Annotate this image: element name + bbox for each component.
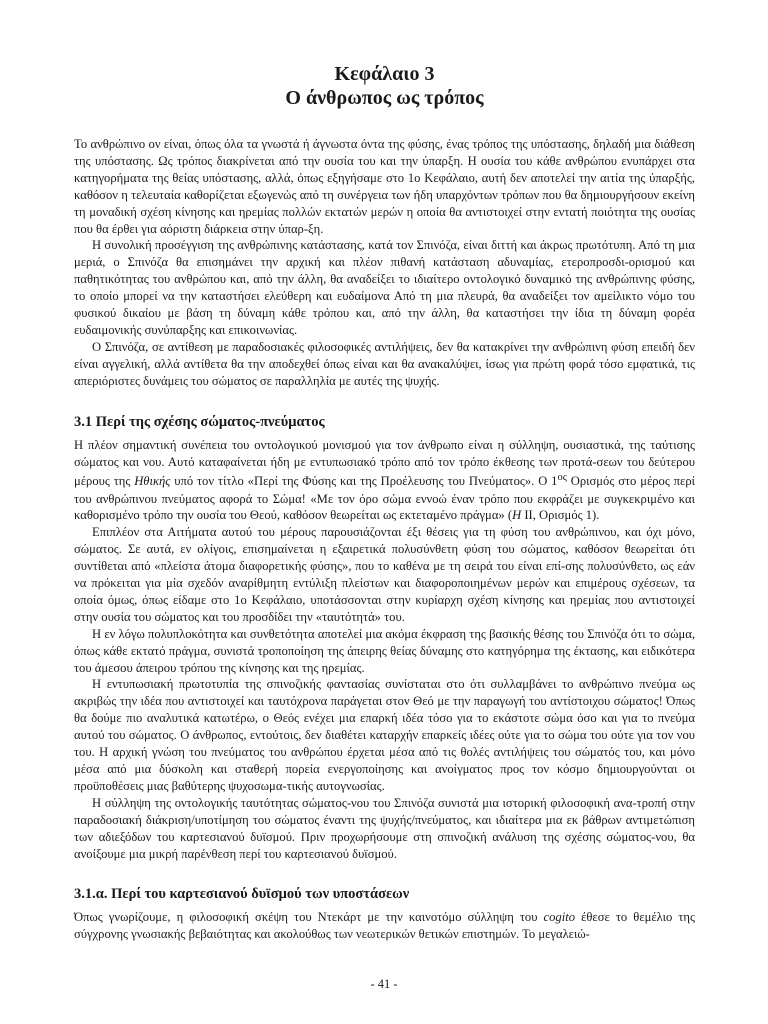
intro-paragraph-1: Το ανθρώπινο ον είναι, όπως όλα τα γνωστά ή άγνωστα όντα της φύσης, ένας τρόπος της υπόστασης, δηλαδή μια διάθεση της υπόστασης. Ως τρόπος διακρίνεται από την ουσία του και την ύπαρξη. Η ουσία του κάθε ανθρώπου ενυπάρχει στα κατηγορήματα της θείας υπόστασης, αλλά, όπως εξηγήσαμε στο 1ο Κεφάλαιο, αυτή δεν αποτελεί την αιτία της ύπαρξής, καθόσον η τελευταία καθορίζεται εξωγενώς από τη συνέργεια των ήδη υπαρχόντων τρόπων που θα δημιουργήσουν εκείνη τη μοναδική σχέση κίνησης και ηρεμίας πολλών εκτατών μερών η οποία θα αντιστοιχεί στην εντατή ποιότητα της ουσίας που θα έρθει για αόριστη διάρκεια στην ύπαρ-ξη.: [74, 137, 695, 236]
section-3-1-a-paragraph-1: Όπως γνωρίζουμε, η φιλοσοφική σκέψη του Ντεκάρτ με την καινοτόμο σύλληψη του cogito έθεσε το θεμέλιο της σύγχρονης γνωσιακής βεβαιότητας και ακολούθως των νεωτερικών θετικών επιστημών. Το μεγαλειώ-: [74, 910, 695, 942]
document-page: [74, 62, 695, 943]
chapter-label: Κεφάλαιο 3: [334, 63, 435, 85]
ethics-reference: Η: [512, 508, 522, 523]
page-number: - 41 -: [370, 977, 398, 991]
chapter-title: Ο άνθρωπος ως τρόπος: [285, 87, 484, 109]
section-heading-3-1-a: 3.1.α. Περί του καρτεσιανού δυϊσμού των υποστάσεων: [74, 886, 410, 903]
section-3-1-paragraph-1: Η πλέον σημαντική συνέπεια του οντολογικού μονισμού για τον άνθρωπο είναι η σύλληψη, ουσιαστικά, της ταύτισης σώματος και νου. Αυτό καταφαίνεται ήδη με εντυπωσιακό τρόπο από τον τρόπο έκθεσης των προτά-σεων του δεύτερου μέρους της Ηθικής υπό τον τίτλο «Περί της Φύσης και της Προέλευσης του Πνεύματος». Ο $1^{o\varsigma}$ Ορισμός στο μέρος περί του ανθρώπινου πνεύματος αφορά το Σώμα! «Με τον όρο σώμα εννοώ έναν τρόπο που εκφράζει με συγκεκριμένο και καθορισμένο τρόπο την ουσία του Θεού, καθόσον θεωρείται ως εκτεταμένο πράγμα» (Η ΙΙ, Ορισμός 1).: [74, 437, 695, 523]
section-3-1-paragraph-4: Η εντυπωσιακή πρωτοτυπία της σπινοζικής φαντασίας συνίσταται στο ότι συλλαμβάνει το ανθρώπινο πνεύμα ως ακριβώς την ιδέα που αντιστοιχεί και ταυτόχρονα παράγεται στον Θεό με την παραγωγή του αντίστοιχου σώματος! Όπως θα δούμε πιο αναλυτικά κατωτέρω, ο Θεός ενέχει μια επαρκή ιδέα τόσο για το εκάστοτε σώμα όσο και για το πνεύμα αυτού του σώματος. Ο άνθρωπος, εντούτοις, δεν διαθέτει καταρχήν επαρκείς ιδέες ούτε για το σώμα του ούτε για τον νου του. Η αρχική γνώση του πνεύματος του ανθρώπου έρχεται μέσα από τις θολές αντιλήψεις του σώματός του, και μόνο μέσα από μια δύσκολη και σταθερή πορεία ενεργοποίησης και ανοίγματος προς τον κόσμο δημιουργούνται οι προϋποθέσεις μιας βαθύτερης ψυχοσωμα-τικής αυτογνωσίας.: [74, 677, 695, 793]
intro-paragraph-2: Η συνολική προσέγγιση της ανθρώπινης κατάστασης, κατά τον Σπινόζα, είναι διττή και άκρως πρωτότυπη. Από τη μια μεριά, ο Σπινόζα θα επισημάνει την αρχική και πλέον πιθανή κατάσταση αδυναμίας, ετεροπροσδι-ορισμού και παθητικότητας του ανθρώπου και, από την άλλη, θα αναδείξει το ιδιαίτερο οντολογικό δυναμικό της ανθρώπινης φύσης, το οποίο μπορεί να την καταστήσει ελεύθερη και ευδαίμονα Από τη μια πλευρά, θα αναδείξει τον αμείλικτο νόμο του φυσικού δικαίου με βάση τη δύναμη κάθε τρόπου και, από την άλλη, θα καταστήσει την ίδια τη δύναμη φορέα ευδαιμονικής συνύπαρξης και επικοινωνίας.: [74, 238, 695, 337]
section-heading-3-1: 3.1 Περί της σχέσης σώματος-πνεύματος: [74, 413, 325, 430]
section-3-1-paragraph-5: Η σύλληψη της οντολογικής ταυτότητας σώματος-νου του Σπινόζα συνιστά μια ιστορική φιλοσοφική ανα-τροπή στην παραδοσιακή διάκριση/υποτίμηση του σώματος έναντι της ψυχής/πνεύματος, και ιδιαίτερα μια εκ βάθρων αντιμετώπιση των αδιεξόδων του καρτεσιανού δυϊσμού. Πριν προχωρήσουμε στη σπινοζική ανάλυση της σχέσης σώματος-νου, θα ανοίξουμε μια μικρή παρένθεση περί του καρτεσιανού δυϊσμού.: [74, 795, 695, 861]
ordinal-suffix: ος: [557, 472, 567, 484]
cogito-term: cogito: [543, 910, 576, 925]
section-3-1-paragraph-3: Η εν λόγω πολυπλοκότητα και συνθετότητα αποτελεί μια ακόμα έκφραση της βασικής θέσης του Σπινόζα ότι το σώμα, όπως κάθε εκτατό πράγμα, συνιστά τροποποίηση της άπειρης θείας δύναμης στο κατηγόρημα της έκτασης, και ειδικότερα του άμεσου άπειρου τρόπου της κίνησης και της ηρεμίας.: [74, 626, 695, 675]
ethics-title: Ηθικής: [134, 474, 171, 489]
section-3-1-paragraph-2: Επιπλέον στα Αιτήματα αυτού του μέρους παρουσιάζονται έξι θέσεις για τη φύση του ανθρώπινου, και όχι μόνο, σώματος. Σε αυτά, εν ολίγοις, επισημαίνεται η εξαιρετικά πολυσύνθετη φύση του σώματος, καθόσον θεωρείται ότι συντίθεται από «πλείστα άτομα διαφορετικής φύσης», που το καθένα με τη σειρά του είναι επί-σης πολυσύνθετο, ως εάν να πρόκειται για μία σχεδόν αναρίθμητη εντύλιξη πλείστων και διαφοροποιημένων μερών και επιμέρους σχέσεων, τα οποία όμως, όπως είδαμε στο 1ο Κεφάλαιο, υποτάσσονται στην κυρίαρχη σχέση κίνησης και ηρεμίας που αντιστοιχεί στην ουσία του σώματος και του προσδίδει την «ταυτότητά» του.: [74, 525, 695, 624]
intro-paragraph-3: Ο Σπινόζα, σε αντίθεση με παραδοσιακές φιλοσοφικές αντιλήψεις, δεν θα κατακρίνει την ανθρώπινη φύση επειδή δεν είναι αγγελική, αλλά αντίθετα θα την αποδεχθεί όπως είναι και θα ανακαλύψει, ίσως για πρώτη φορά τόσο εμφατικά, τις απεριόριστες δυνάμεις του σώματος σε παραλληλία με αυτές της ψυχής.: [74, 339, 695, 388]
